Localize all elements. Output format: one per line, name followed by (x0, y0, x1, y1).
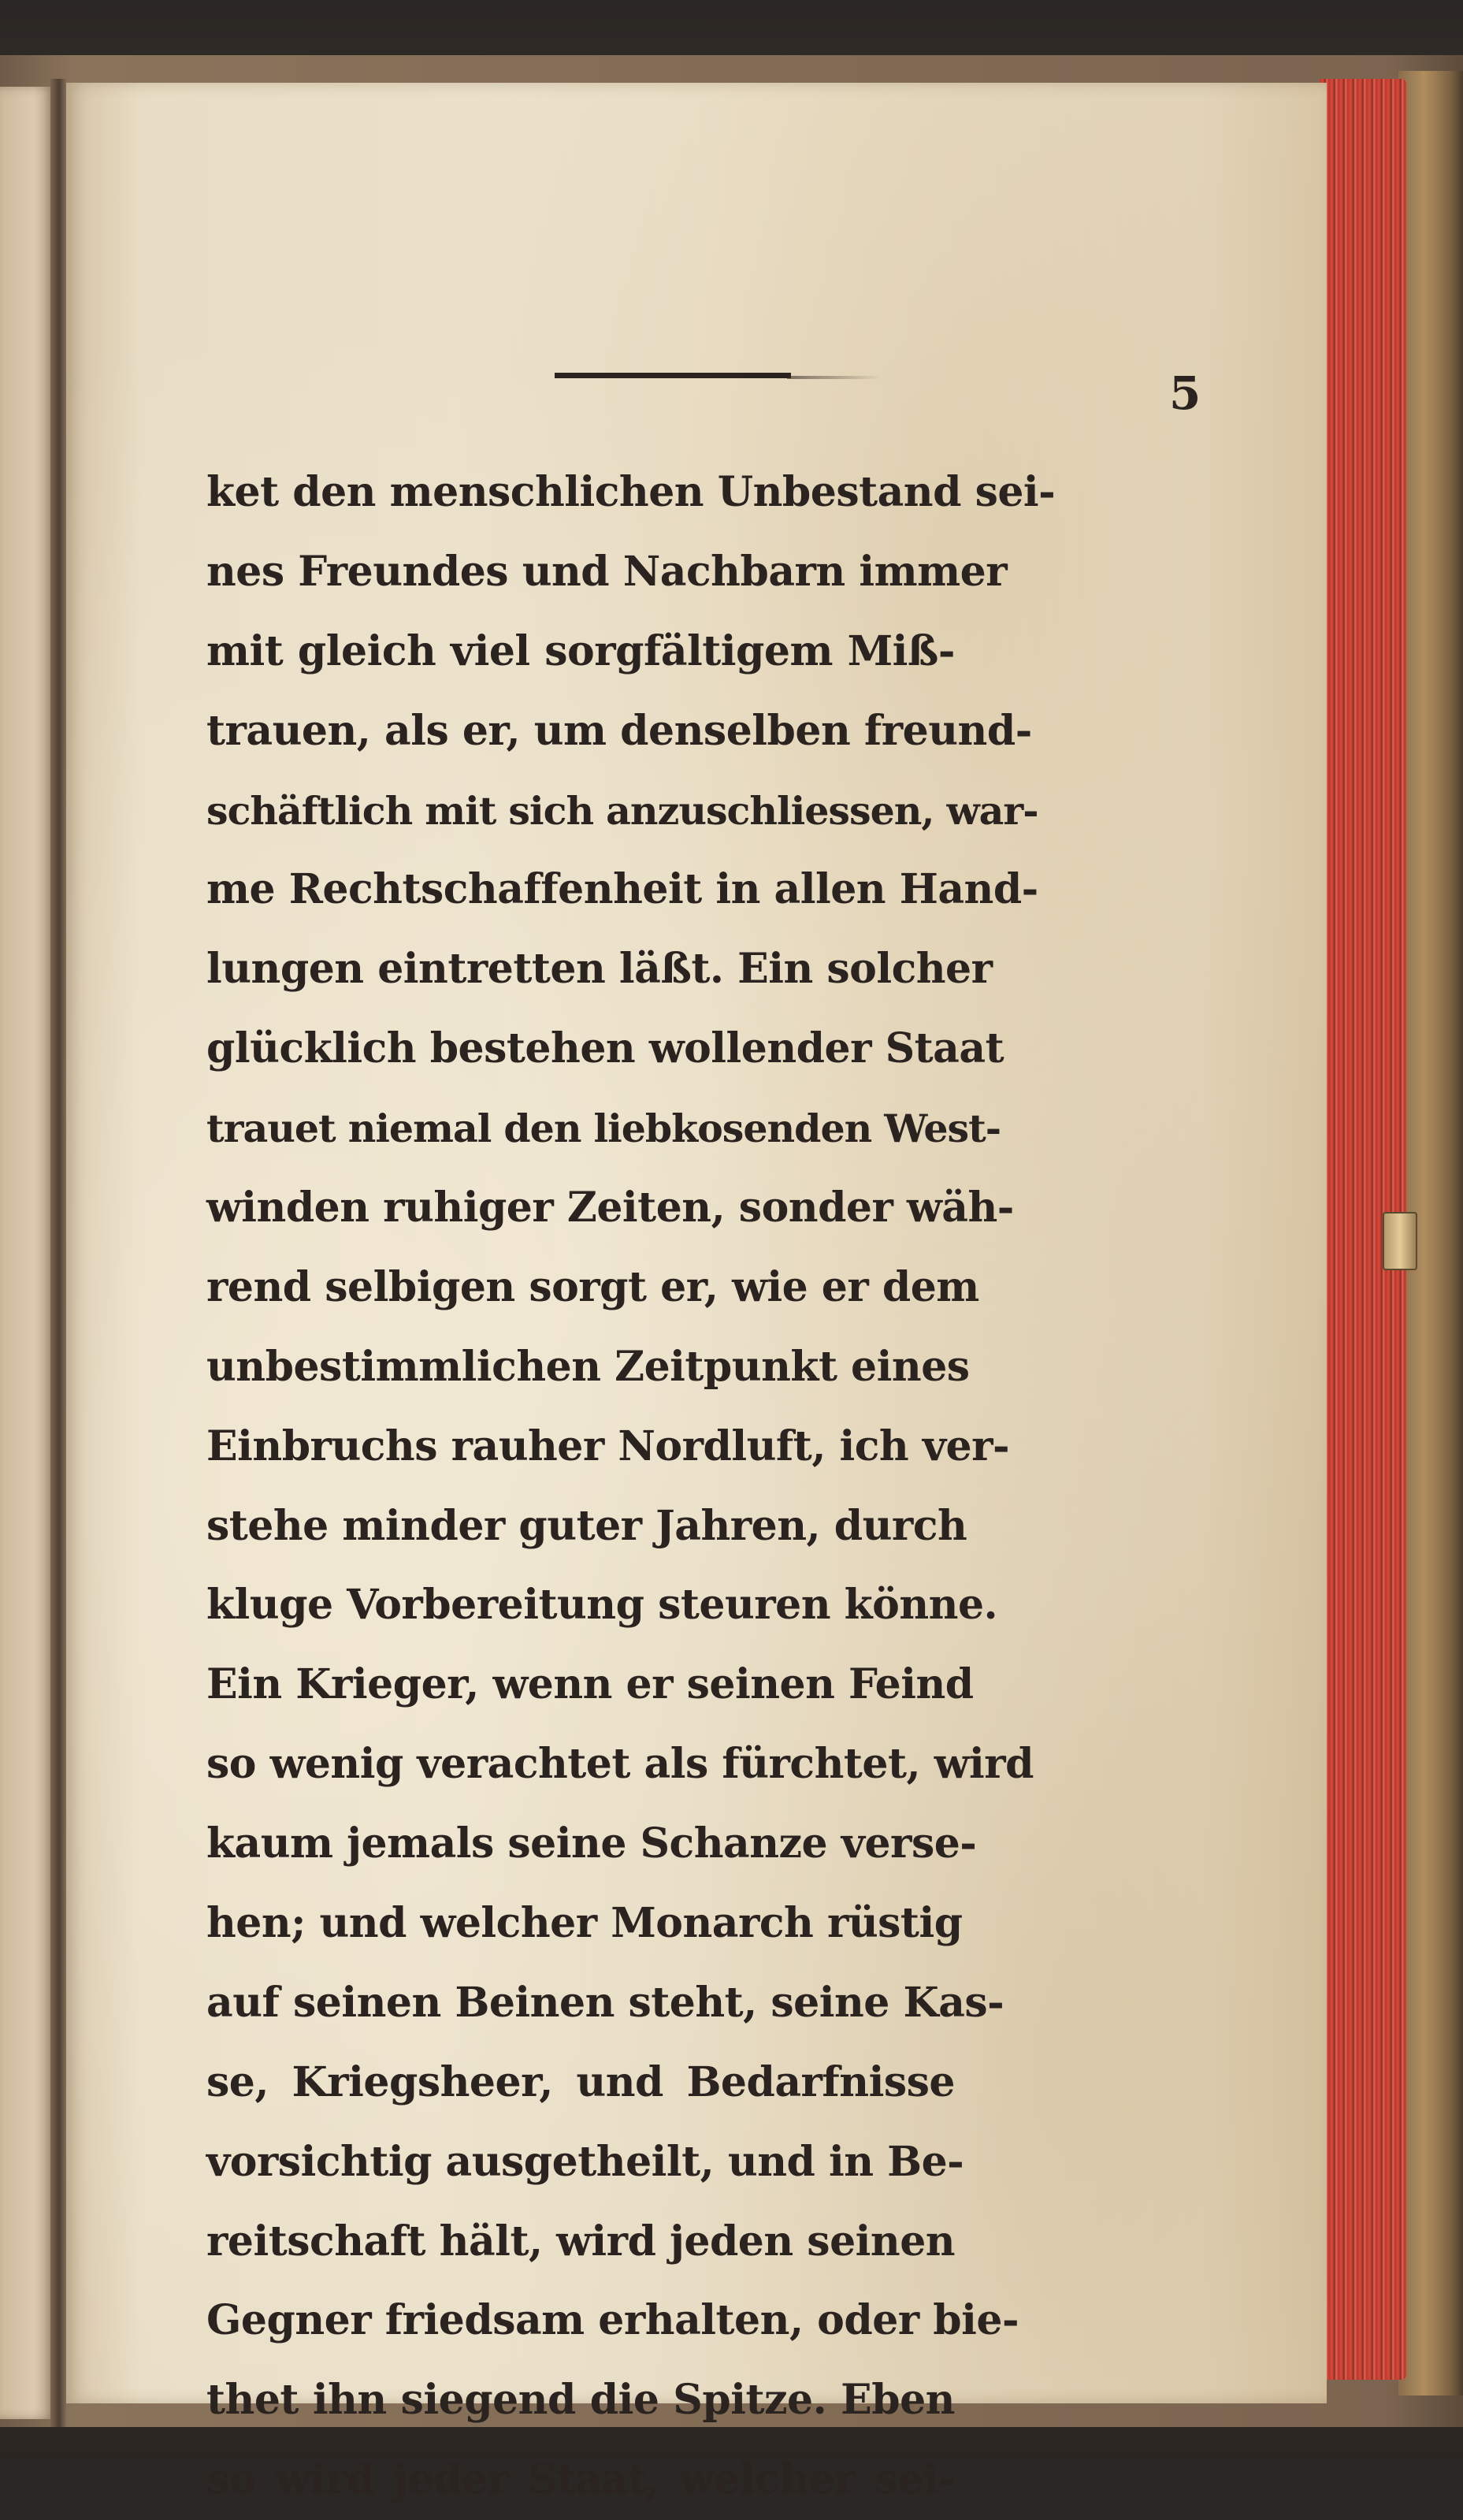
book-page (66, 83, 1327, 2504)
text-line: unbestimmlichen Zeitpunkt eines (206, 1342, 970, 1391)
text-line: auf seinen Beinen steht, seine Kas- (206, 1978, 1004, 2027)
text-line: thet ihn siegend die Spitze. Eben (206, 2376, 955, 2425)
text-line: so wird jeder Staat, welcher sei- (206, 2455, 955, 2504)
text-line: Gegner friedsam erhalten, oder bie- (206, 2296, 1019, 2345)
text-line: ket den menschlichen Unbestand sei- (206, 468, 1056, 516)
head-rule-fade (787, 376, 882, 379)
text-line: glücklich bestehen wollender Staat (206, 1024, 1004, 1073)
text-line: kaum jemals seine Schanze verse- (206, 1819, 977, 1868)
text-line: rend selbigen sorgt er, wie er dem (206, 1262, 979, 1311)
text-line: me Rechtschaffenheit in allen Hand- (206, 865, 1038, 914)
text-line: hen; und welcher Monarch rüstig (206, 1899, 963, 1948)
text-line: Einbruchs rauher Nordluft, ich ver- (206, 1422, 1010, 1470)
head-rule (555, 373, 791, 378)
text-line: stehe minder guter Jahren, durch (206, 1501, 967, 1550)
text-line: vorsichtig ausgetheilt, und in Be- (206, 2137, 964, 2186)
text-line: Ein Krieger, wenn er seinen Feind (206, 1660, 974, 1709)
text-line: trauet niemal den liebkosenden West- (206, 1106, 1001, 1152)
text-line: so wenig verachtet als fürchtet, wird (206, 1740, 1034, 1789)
page-number: 5 (1169, 366, 1201, 420)
text-line: nes Freundes und Nachbarn immer (206, 547, 1008, 596)
text-line: trauen, als er, um denselben freund- (206, 706, 1032, 755)
clasp-icon (1383, 1212, 1417, 1270)
facing-page-edge (0, 87, 55, 2419)
book-gutter (50, 79, 68, 2427)
text-line: lungen eintretten läßt. Ein solcher (206, 945, 993, 994)
text-line: schäftlich mit sich anzuschliessen, war- (206, 787, 1038, 834)
text-line: kluge Vorbereitung steuren könne. (206, 1581, 998, 1630)
text-line: se, Kriegsheer, und Bedarfnisse (206, 2057, 955, 2106)
body-text (206, 453, 1056, 2520)
text-line: mit gleich viel sorgfältigem Miß- (206, 626, 955, 675)
text-line: reitschaft hält, wird jeden seinen (206, 2217, 956, 2265)
text-line: winden ruhiger Zeiten, sonder wäh- (206, 1184, 1014, 1232)
